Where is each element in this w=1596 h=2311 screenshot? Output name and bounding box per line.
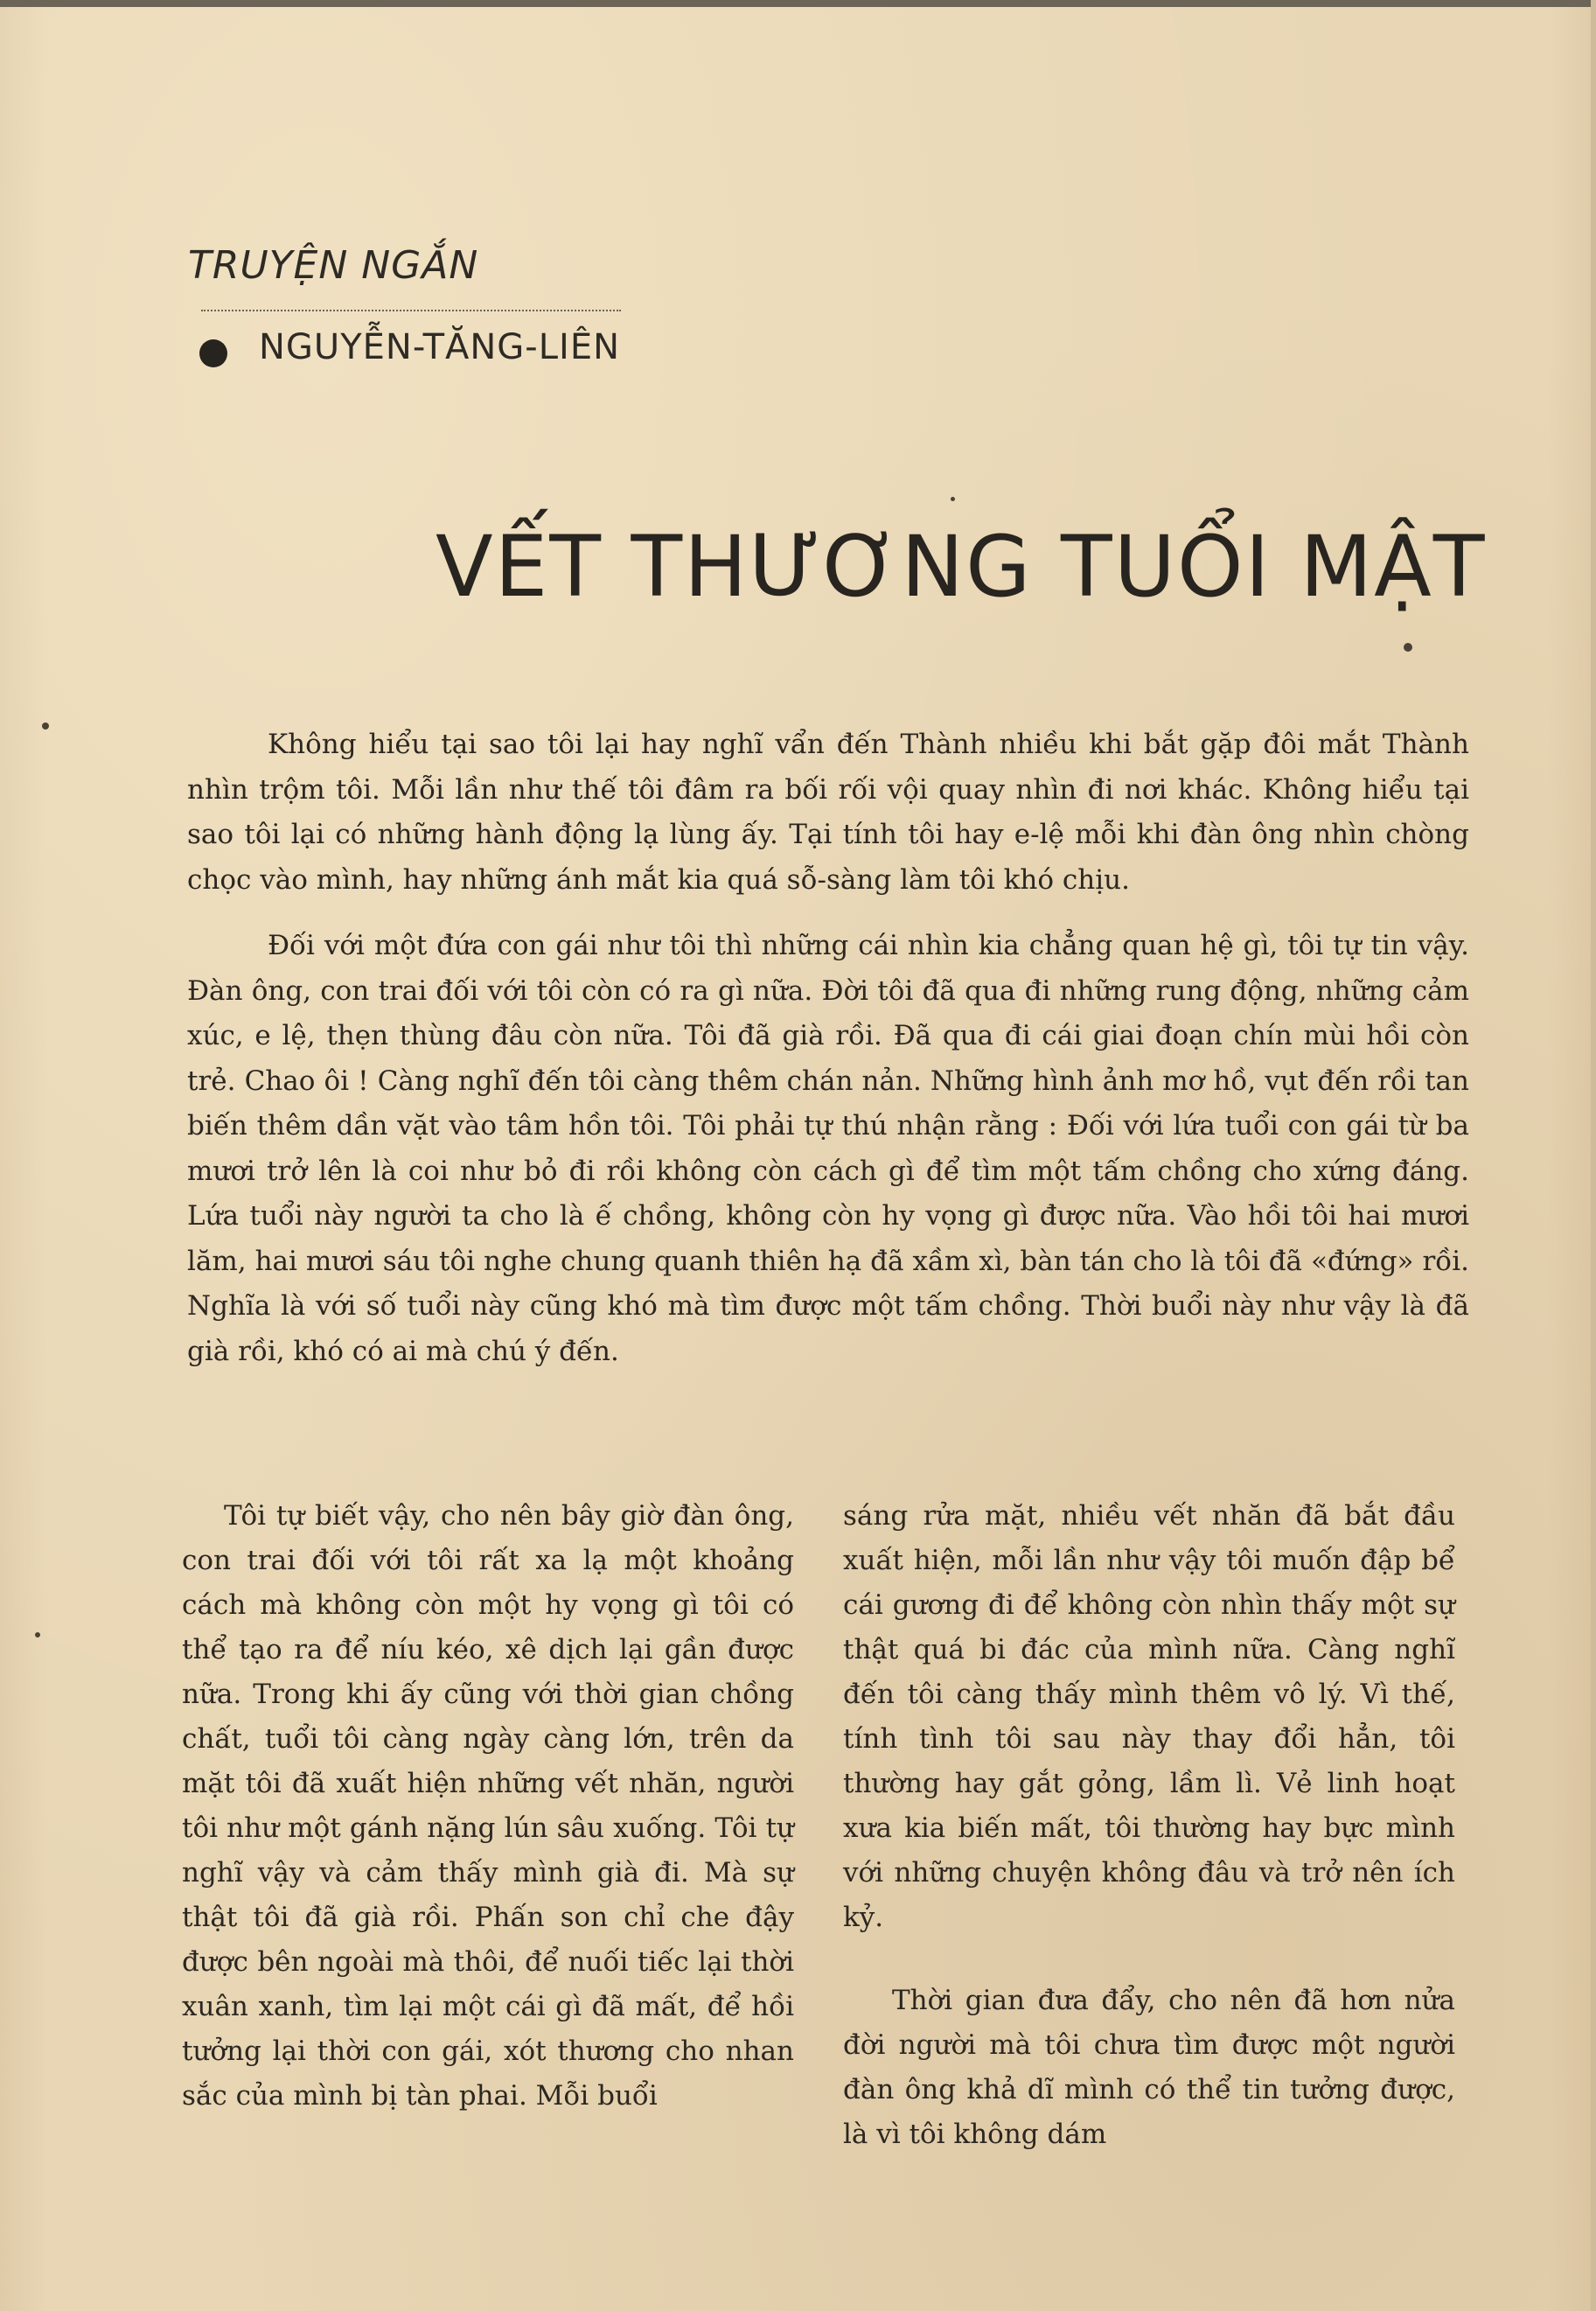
page-right-edge: [1591, 0, 1596, 2311]
paper-speck: [1404, 643, 1412, 652]
paper-speck: [42, 723, 49, 730]
intro-text: [187, 723, 1469, 1374]
intro-paragraph-2: Đối với một đứa con gái như tôi thì những cái nhìn kia chẳng quan hệ gì, tôi tự tin vậy. Đàn ông, con trai đối với tôi còn có ra gì nữa. Đời tôi đã qua đi những rung động, những cảm xúc, e lệ, thẹn thùng đâu còn nữa. Tôi đã già rồi. Đã qua đi cái giai đoạn chín mùi hồi còn trẻ. Chao ôi ! Càng nghĩ đến tôi càng thêm chán nản. Những hình ảnh mơ hồ, vụt đến rồi tan biến thêm dần vặt vào tâm hồn tôi. Tôi phải tự thú nhận rằng : Đối với lứa tuổi con gái từ ba mươi trở lên là coi như bỏ đi rồi không còn cách gì để tìm một tấm chồng cho xứng đáng. Lứa tuổi này người ta cho là ế chồng, không còn hy vọng gì được nữa. Vào hồi tôi hai mươi lăm, hai mươi sáu tôi nghe chung quanh thiên hạ đã xầm xì, bàn tán cho là tôi đã «đứng» rồi. Nghĩa là với số tuổi này cũng khó mà tìm được một tấm chồng. Thời buổi này như vậy là đã già rồi, khó có ai mà chú ý đến.: [187, 930, 1469, 1367]
left-column: [182, 1494, 794, 2119]
section-label: TRUYỆN NGẮN: [188, 243, 479, 288]
paper-speck: [951, 497, 955, 501]
intro-paragraph-1: Không hiểu tại sao tôi lại hay nghĩ vẩn đến Thành nhiều khi bắt gặp đôi mắt Thành nhìn trộm tôi. Mỗi lần như thế tôi đâm ra bối rối vội quay nhìn đi nơi khác. Không hiểu tại sao tôi lại có những hành động lạ lùng ấy. Tại tính tôi hay e-lệ mỗi khi đàn ông nhìn chòng chọc vào mình, hay những ánh mắt kia quá sỗ-sàng làm tôi khó chịu.: [187, 729, 1469, 896]
right-column-paragraph-1: sáng rửa mặt, nhiều vết nhăn đã bắt đầu xuất hiện, mỗi lần như vậy tôi muốn đập bể cái gương đi để không còn nhìn thấy một sự thật quá bi đác của mình nữa. Càng nghĩ đến tôi càng thấy mình thêm vô lý. Vì thế, tính tình tôi sau này thay đổi hẳn, tôi thường hay gắt gỏng, lầm lì. Vẻ linh hoạt xưa kia biến mất, tôi thường hay bực mình với những chuyện không đâu và trở nên ích kỷ.: [843, 1500, 1455, 1933]
right-column-paragraph-2: Thời gian đưa đẩy, cho nên đã hơn nửa đời người mà tôi chưa tìm được một người đàn ông khả dĩ mình có thể tin tưởng được, là vì tôi không dám: [843, 1985, 1455, 2150]
story-title: VẾT THƯƠNG TUỔI MẬT: [436, 518, 1487, 616]
page-top-edge: [0, 0, 1596, 7]
right-column: [843, 1494, 1455, 2157]
dotted-divider: [201, 310, 621, 311]
author-name: NGUYỄN-TĂNG-LIÊN: [259, 327, 621, 367]
paper-speck: [35, 1632, 40, 1637]
left-column-paragraph: Tôi tự biết vậy, cho nên bây giờ đàn ông, con trai đối với tôi rất xa lạ một khoảng cách mà không còn một hy vọng gì tôi có thể tạo ra để níu kéo, xê dịch lại gần được nữa. Trong khi ấy cũng với thời gian chồng chất, tuổi tôi càng ngày càng lớn, trên da mặt tôi đã xuất hiện những vết nhăn, người tôi như một gánh nặng lún sâu xuống. Tôi tự nghĩ vậy và cảm thấy mình già đi. Mà sự thật tôi đã già rồi. Phấn son chỉ che đậy được bên ngoài mà thôi, để nuối tiếc lại thời xuân xanh, tìm lại một cái gì đã mất, để hồi tưởng lại thời con gái, xót thương cho nhan sắc của mình bị tàn phai. Mỗi buổi: [182, 1500, 794, 2112]
author-bullet-icon: [199, 339, 227, 367]
